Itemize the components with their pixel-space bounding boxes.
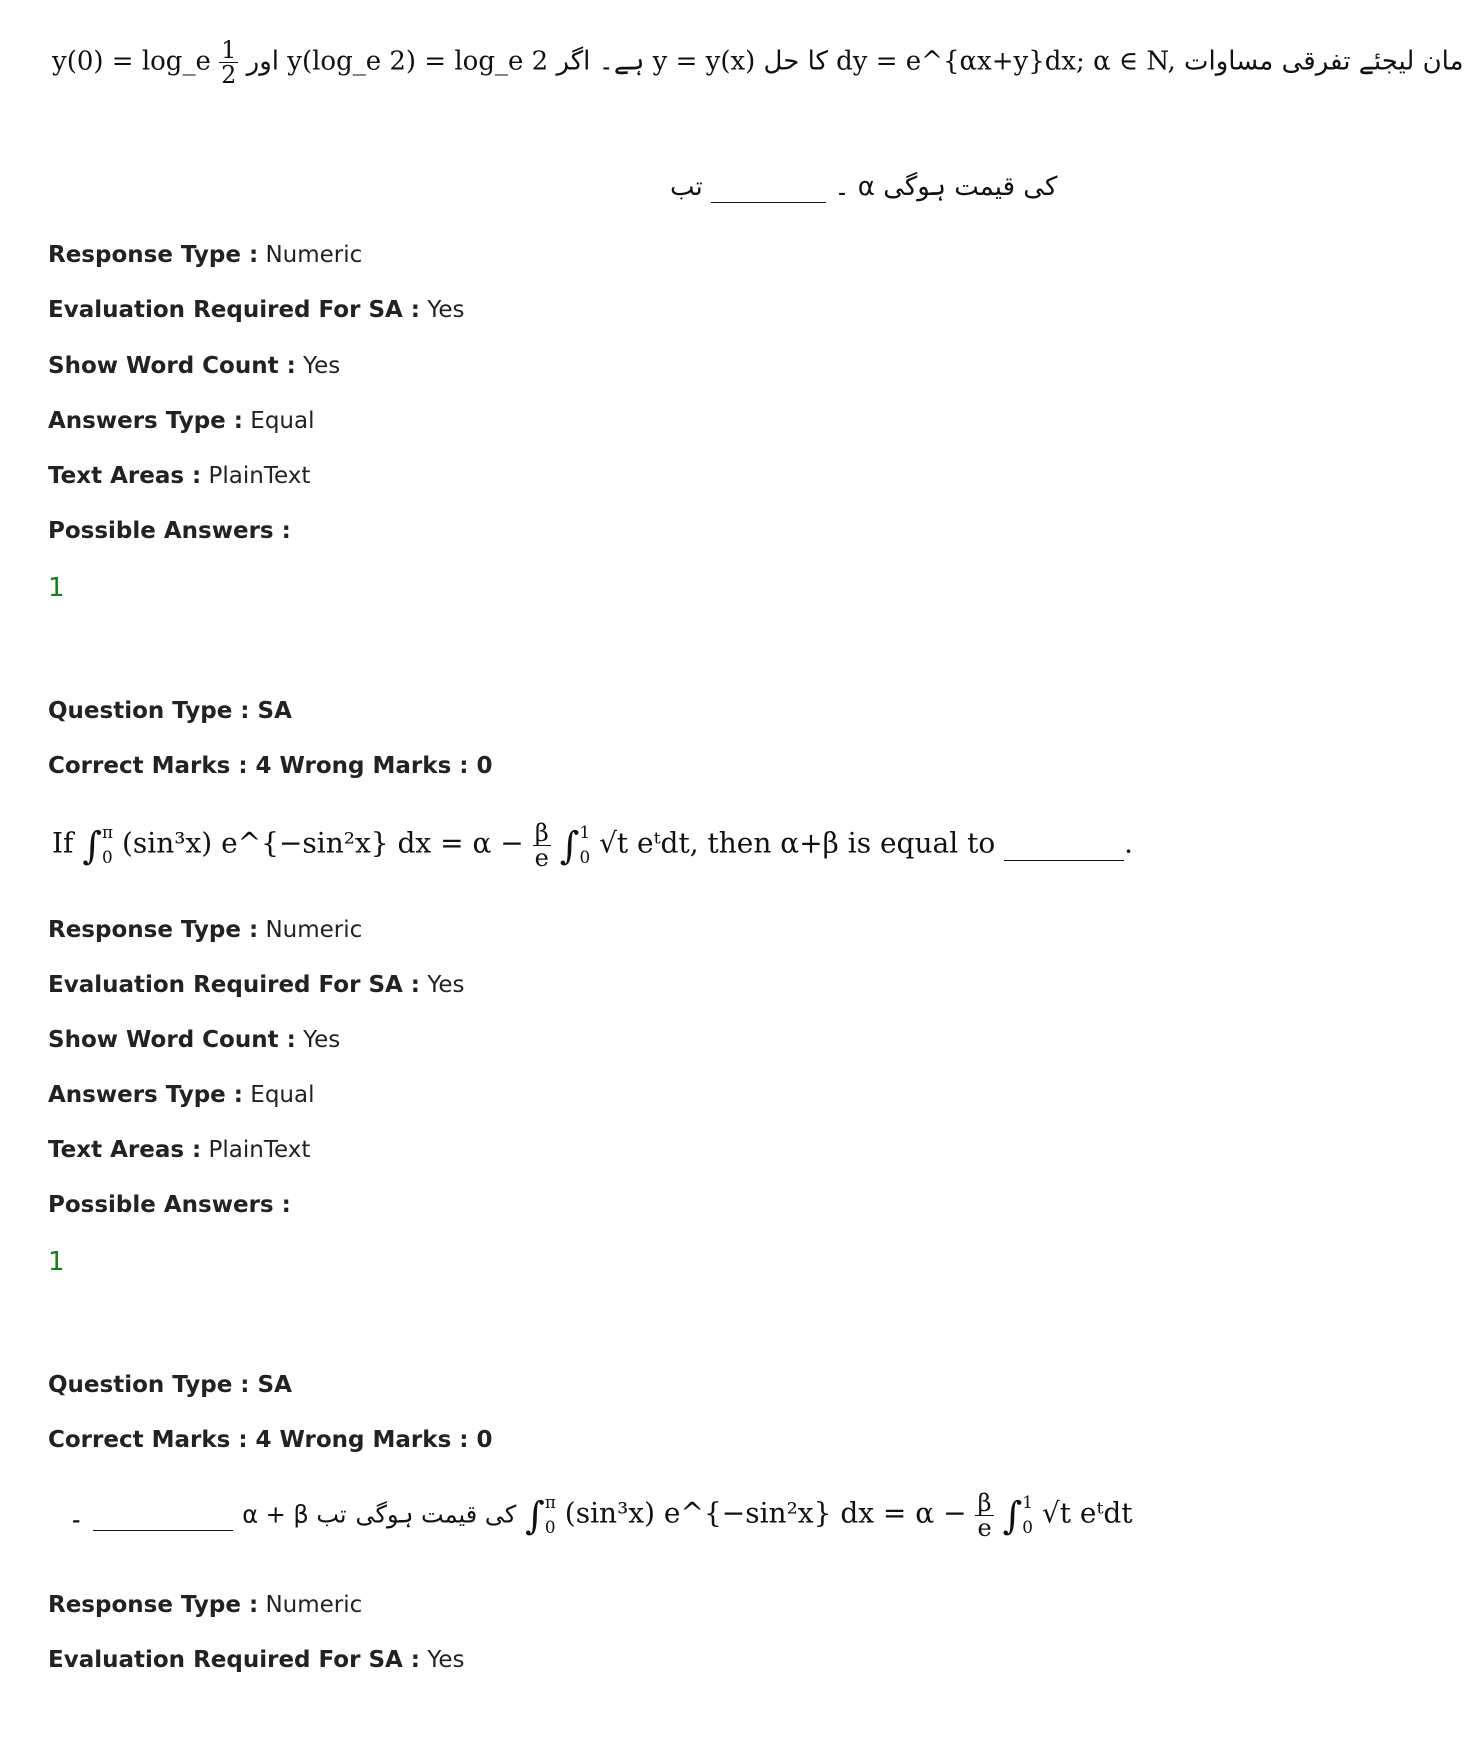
q2-answers-type: Answers Type : Equal [48, 1082, 315, 1108]
q3-marks: Correct Marks : 4 Wrong Marks : 0 [48, 1427, 493, 1453]
q1-period: ۔ [834, 172, 850, 202]
q1-possible-answers: Possible Answers : [48, 518, 291, 544]
q1-equation-line1 [52, 38, 1464, 87]
q3-question-type: Question Type : SA [48, 1372, 292, 1398]
q2-possible-answers: Possible Answers : [48, 1192, 291, 1218]
integral-sign: ∫ [525, 1493, 545, 1538]
q2-int2-limits: 1 0 [579, 822, 591, 868]
q3-int2-limits: 1 0 [1022, 1492, 1033, 1538]
q1-yfun: y = y(x) [652, 46, 756, 77]
q3-equation [68, 1490, 1133, 1540]
q1-text-areas: Text Areas : PlainText [48, 463, 311, 489]
q2-eval-required: Evaluation Required For SA : Yes [48, 972, 465, 998]
q2-if: If [52, 826, 74, 860]
q2-equation: If ∫ π 0 (sin³x) e^{−sin²x} dx = α − $\frac{\beta}{e}$ ∫ 1 0 √t eᵗdt, then α+β is equal to . [52, 818, 1133, 872]
q1-answers-type: Answers Type : Equal [48, 408, 315, 434]
q3-response-type: Response Type : Numeric [48, 1592, 363, 1618]
q2-show-word-count: Show Word Count : Yes [48, 1027, 341, 1053]
integral-sign: ∫ [559, 823, 580, 868]
q1-answer-blank [711, 172, 826, 203]
q1-answer-value: 1 [48, 573, 65, 603]
q1-response-type: Response Type : Numeric [48, 242, 363, 268]
q1-urdu-lead: مان لیجئے تفرقی مساوات [1184, 46, 1464, 77]
integral-sign: ∫ [82, 823, 103, 868]
q1-urdu-cond: ہے۔ اگر [556, 46, 645, 77]
q2-integrand: (sin³x) e^{−sin²x} dx = α − [121, 826, 524, 860]
q1-eval-required: Evaluation Required For SA : Yes [48, 297, 465, 323]
q1-fraction: $\frac{1}{2}$ [221, 36, 237, 89]
q1-diff-eq: dy = e^{αx+y}dx; α ∈ N, [836, 46, 1176, 77]
q1-urdu-mid: کا حل [763, 46, 828, 77]
q1-show-word-count: Show Word Count : Yes [48, 353, 341, 379]
q3-period: ۔ [68, 1496, 85, 1530]
q2-integrand2: √t eᵗdt, [599, 826, 699, 860]
q3-integrand: (sin³x) e^{−sin²x} dx = α − [564, 1496, 967, 1530]
q2-fraction: $\frac{\beta}{e}$ [534, 818, 549, 872]
q2-int-limits: π 0 [102, 822, 114, 868]
integral-sign: ∫ [1002, 1493, 1023, 1538]
q3-fraction: $\frac{\beta}{e}$ [977, 1488, 992, 1542]
q2-answer-value: 1 [48, 1247, 65, 1277]
q3-eval-required: Evaluation Required For SA : Yes [48, 1647, 465, 1673]
q2-text-areas: Text Areas : PlainText [48, 1137, 311, 1163]
q1-urdu-ask: تب α کی قیمت ہوگی [670, 172, 1058, 202]
q2-marks: Correct Marks : 4 Wrong Marks : 0 [48, 753, 493, 779]
q1-cond1: y(log_e 2) = log_e 2 [287, 46, 549, 77]
q3-answer-blank [93, 1497, 233, 1531]
q3-int-limits: π 0 [544, 1492, 556, 1538]
q2-answer-blank [1004, 827, 1124, 861]
q1-urdu-and: اور [246, 46, 279, 77]
q3-integrand2: √t eᵗdt [1041, 1496, 1133, 1530]
q2-ask: then α+β is equal to [707, 826, 996, 860]
q3-urdu-then: تب [316, 1500, 347, 1529]
q2-response-type: Response Type : Numeric [48, 917, 363, 943]
q1-equation-line2 [670, 172, 1057, 203]
q2-question-type: Question Type : SA [48, 698, 292, 724]
q1-cond2: y(0) = log_e [52, 46, 211, 77]
q3-urdu-ask: α + β کی قیمت ہوگی [242, 1500, 517, 1529]
